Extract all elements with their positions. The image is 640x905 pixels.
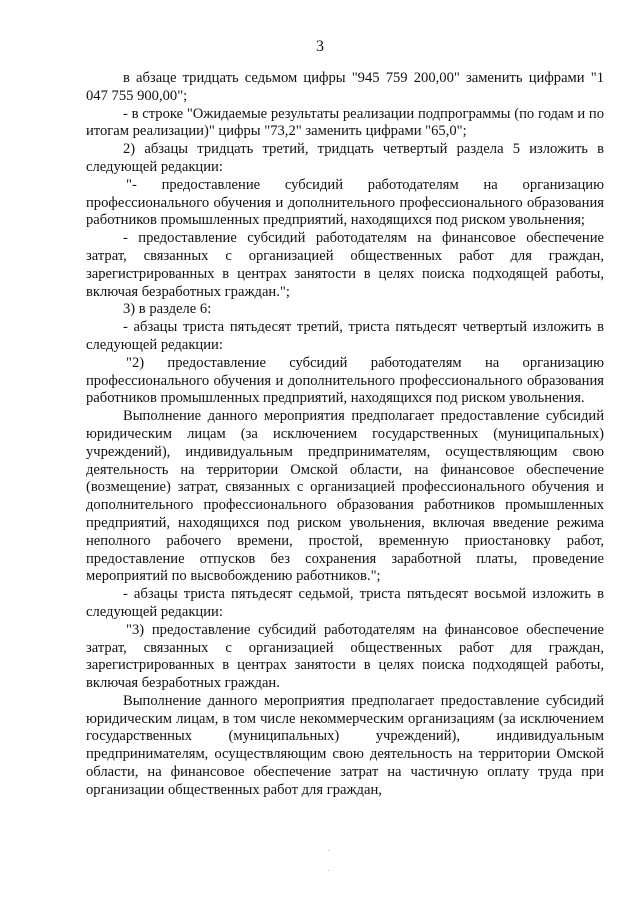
paragraph: - абзацы триста пятьдесят седьмой, триста пятьдесят восьмой изложить в следующей редакции: <box>86 586 604 620</box>
quoted-paragraph: "2) предоставление субсидий работодателям на организацию профессионального обучения и дополнительного профессионального образования работников промышленных предприятий, находящихся под риском увольнения. <box>86 354 604 407</box>
document-body <box>86 70 604 800</box>
quoted-paragraph: Выполнение данного мероприятия предполагает предоставление субсидий юридическим лицам, в том числе некоммерческим организациям (за исключением государственных (муниципальных) учреждений), индивидуальным предпринимателям, осуществляющим свою деятельность на территории Омской области, на финансовое обеспечение затрат на частичную оплату труда при организации общественных работ для граждан, <box>86 692 604 798</box>
paragraph: 3) в разделе 6: <box>123 301 212 318</box>
paragraph: - абзацы триста пятьдесят третий, триста пятьдесят четвертый изложить в следующей редакции: <box>86 319 604 353</box>
page-number: 3 <box>316 38 324 55</box>
quoted-paragraph: "3) предоставление субсидий работодателям на финансовое обеспечение затрат, связанных с организацией общественных работ для граждан, зарегистрированных в центрах занятости в целях поиска подходящей работы, включая безработных граждан. <box>86 621 604 692</box>
paragraph: 2) абзацы тридцать третий, тридцать четвертый раздела 5 изложить в следующей редакции: <box>86 141 604 175</box>
quoted-paragraph: "- предоставление субсидий работодателям на организацию профессионального обучения и дополнительного профессионального образования работников промышленных предприятий, находящихся под риском увольнения; <box>86 176 604 229</box>
paragraph: в абзаце тридцать седьмом цифры "945 759 200,00" заменить цифрами "1 047 755 900,00"; <box>86 70 604 104</box>
scan-speck <box>328 870 329 871</box>
quoted-paragraph: Выполнение данного мероприятия предполагает предоставление субсидий юридическим лицам (за исключением государственных (муниципальных) учреждений), индивидуальным предпринимателям, осуществляющим свою деятельность на территории Омской области, на финансовое обеспечение (возмещение) затрат, связанных с организацией профессионального обучения и дополнительного профессионального образования работников промышленных предприятий, находящихся под риском увольнения, включая введение режима неполного рабочего времени, простой, временную приостановку работ, предоставление отпусков без сохранения заработной платы, проведение мероприятий по высвобождению работников."; <box>86 408 604 585</box>
quoted-paragraph: - предоставление субсидий работодателям на финансовое обеспечение затрат, связанных с организацией общественных работ для граждан, зарегистрированных в центрах занятости в целях поиска подходящей работы, включая безработных граждан."; <box>86 230 604 300</box>
scan-speck <box>328 850 329 851</box>
paragraph: - в строке "Ожидаемые результаты реализации подпрограммы (по годам и по итогам реализации)" цифры "73,2" заменить цифрами "65,0"; <box>86 105 604 140</box>
